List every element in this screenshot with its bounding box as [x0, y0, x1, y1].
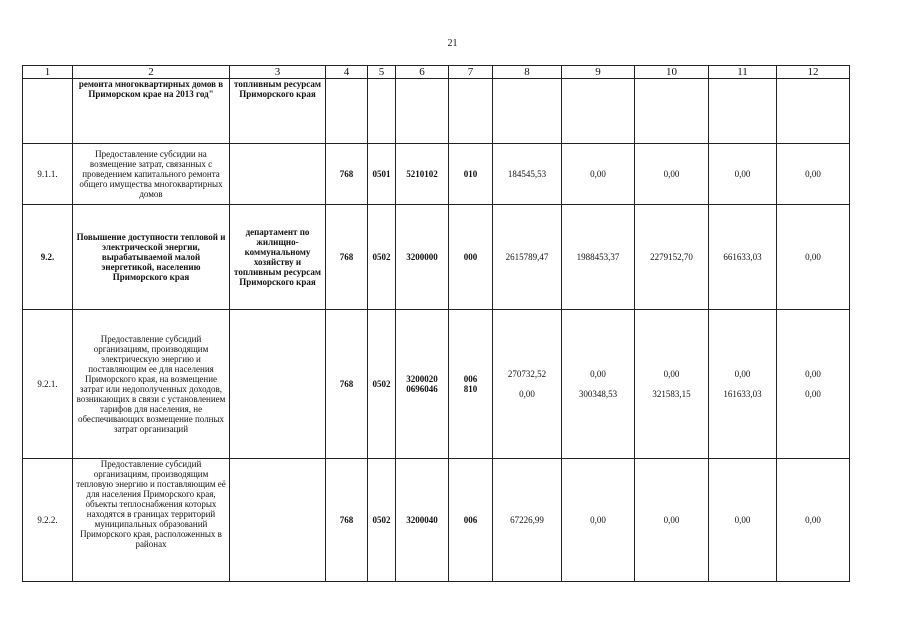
- cell-c11-line2: 161633,03: [723, 389, 762, 399]
- cell-c11: 661633,03: [709, 205, 777, 310]
- row-name: Предоставление субсидии на возмещение затрат, связанных с проведением капитального ремонта общего имущества многоквартирных домов: [73, 144, 230, 205]
- row-executor: [230, 144, 326, 205]
- row-executor: [230, 310, 326, 459]
- cell-c11: 0,00: [709, 144, 777, 205]
- cell-c4: 768: [326, 459, 368, 582]
- cell-c6: 3200000: [396, 205, 449, 310]
- cell-c6: [396, 79, 449, 144]
- cell-c6: 5210102: [396, 144, 449, 205]
- cell-c12: [777, 310, 850, 459]
- cell-c7: 010: [449, 144, 493, 205]
- cell-c8: 2615789,47: [493, 205, 562, 310]
- cell-c11: [709, 310, 777, 459]
- cell-c11-line1: 0,00: [734, 369, 751, 379]
- table-row: [23, 79, 850, 144]
- column-header: 5: [368, 66, 396, 79]
- cell-c11: 0,00: [709, 459, 777, 582]
- cell-c4: 768: [326, 205, 368, 310]
- cell-c7: [449, 79, 493, 144]
- cell-c10-line2: 321583,15: [652, 389, 691, 399]
- cell-c7: 000: [449, 205, 493, 310]
- row-executor: [230, 459, 326, 582]
- row-code: 9.2.: [23, 205, 73, 310]
- cell-c6-line2: 0696046: [406, 384, 438, 394]
- cell-c12: 0,00: [777, 205, 850, 310]
- cell-c9-line2: 300348,53: [578, 389, 618, 399]
- column-header: 6: [396, 66, 449, 79]
- cell-c5: 0502: [368, 205, 396, 310]
- column-header: 11: [709, 66, 777, 79]
- cell-c6: 3200040: [396, 459, 449, 582]
- cell-c5: 0502: [368, 459, 396, 582]
- column-header: 3: [230, 66, 326, 79]
- cell-c9: [562, 310, 635, 459]
- cell-c4: [326, 79, 368, 144]
- cell-c4: 768: [326, 310, 368, 459]
- row-code: [23, 79, 73, 144]
- cell-c8-line1: 270732,52: [507, 369, 547, 379]
- cell-c9: 0,00: [562, 144, 635, 205]
- cell-c10: 0,00: [635, 459, 709, 582]
- cell-c10: 0,00: [635, 144, 709, 205]
- cell-c9-line1: 0,00: [590, 369, 606, 379]
- cell-c6: [396, 310, 449, 459]
- cell-c8-line2: 0,00: [519, 389, 535, 399]
- column-header: 9: [562, 66, 635, 79]
- cell-c5: [368, 79, 396, 144]
- row-name: Повышение доступности тепловой и электрической энергии, вырабатываемой малой энергетикой, населению Приморского края: [73, 205, 230, 310]
- cell-c8: [493, 310, 562, 459]
- column-header: 1: [23, 66, 73, 79]
- cell-c10-line1: 0,00: [663, 369, 680, 379]
- column-header: 8: [493, 66, 562, 79]
- cell-c7: [449, 310, 493, 459]
- table-row: [23, 205, 850, 310]
- column-header: 12: [777, 66, 850, 79]
- table-row: [23, 144, 850, 205]
- budget-table: [22, 65, 850, 582]
- cell-c10: [635, 310, 709, 459]
- table-row: [23, 310, 850, 459]
- cell-c8: 67226,99: [493, 459, 562, 582]
- cell-c6-line1: 3200020: [406, 374, 438, 384]
- row-executor: топливным ресурсам Приморского края: [230, 79, 326, 144]
- cell-c7-line2: 810: [463, 384, 478, 394]
- row-name: Предоставление субсидий организациям, производящим тепловую энергию и поставляющим её для населения Приморского края, объекты теплоснабжения которых находятся в границах территорий муниципальных образований Приморского края, расположенных в районах: [73, 459, 230, 582]
- column-header: 2: [73, 66, 230, 79]
- cell-c5: 0501: [368, 144, 396, 205]
- cell-c8: [493, 79, 562, 144]
- cell-c4: 768: [326, 144, 368, 205]
- page-number: 21: [447, 38, 458, 49]
- cell-c7: 006: [449, 459, 493, 582]
- cell-c11: [709, 79, 777, 144]
- row-code: 9.2.1.: [23, 310, 73, 459]
- cell-c9: 1988453,37: [562, 205, 635, 310]
- table-header-row: [23, 66, 850, 79]
- cell-c12-line2: 0,00: [805, 389, 821, 399]
- column-header: 7: [449, 66, 493, 79]
- cell-c12: [777, 79, 850, 144]
- column-header: 10: [635, 66, 709, 79]
- row-name: Предоставление субсидий организациям, производящим электрическую энергию и поставляющим ее для населения Приморского края, на возмещение затрат или недополученных доходов, возникающих в связи с установлением тарифов для населения, не обеспечивающих возмещение полных затрат организаций: [73, 310, 230, 459]
- cell-c10: 2279152,70: [635, 205, 709, 310]
- cell-c12: 0,00: [777, 144, 850, 205]
- row-name: ремонта многоквартирных домов в Приморском крае на 2013 год": [73, 79, 230, 144]
- row-code: 9.1.1.: [23, 144, 73, 205]
- cell-c10: [635, 79, 709, 144]
- table-row: [23, 459, 850, 582]
- cell-c8: 184545,53: [493, 144, 562, 205]
- cell-c12: 0,00: [777, 459, 850, 582]
- cell-c12-line1: 0,00: [805, 369, 821, 379]
- cell-c9: 0,00: [562, 459, 635, 582]
- cell-c9: [562, 79, 635, 144]
- row-executor: департамент по жилищно-коммунальному хозяйству и топливным ресурсам Приморского края: [230, 205, 326, 310]
- column-header: 4: [326, 66, 368, 79]
- cell-c7-line1: 006: [463, 374, 478, 384]
- row-code: 9.2.2.: [23, 459, 73, 582]
- cell-c5: 0502: [368, 310, 396, 459]
